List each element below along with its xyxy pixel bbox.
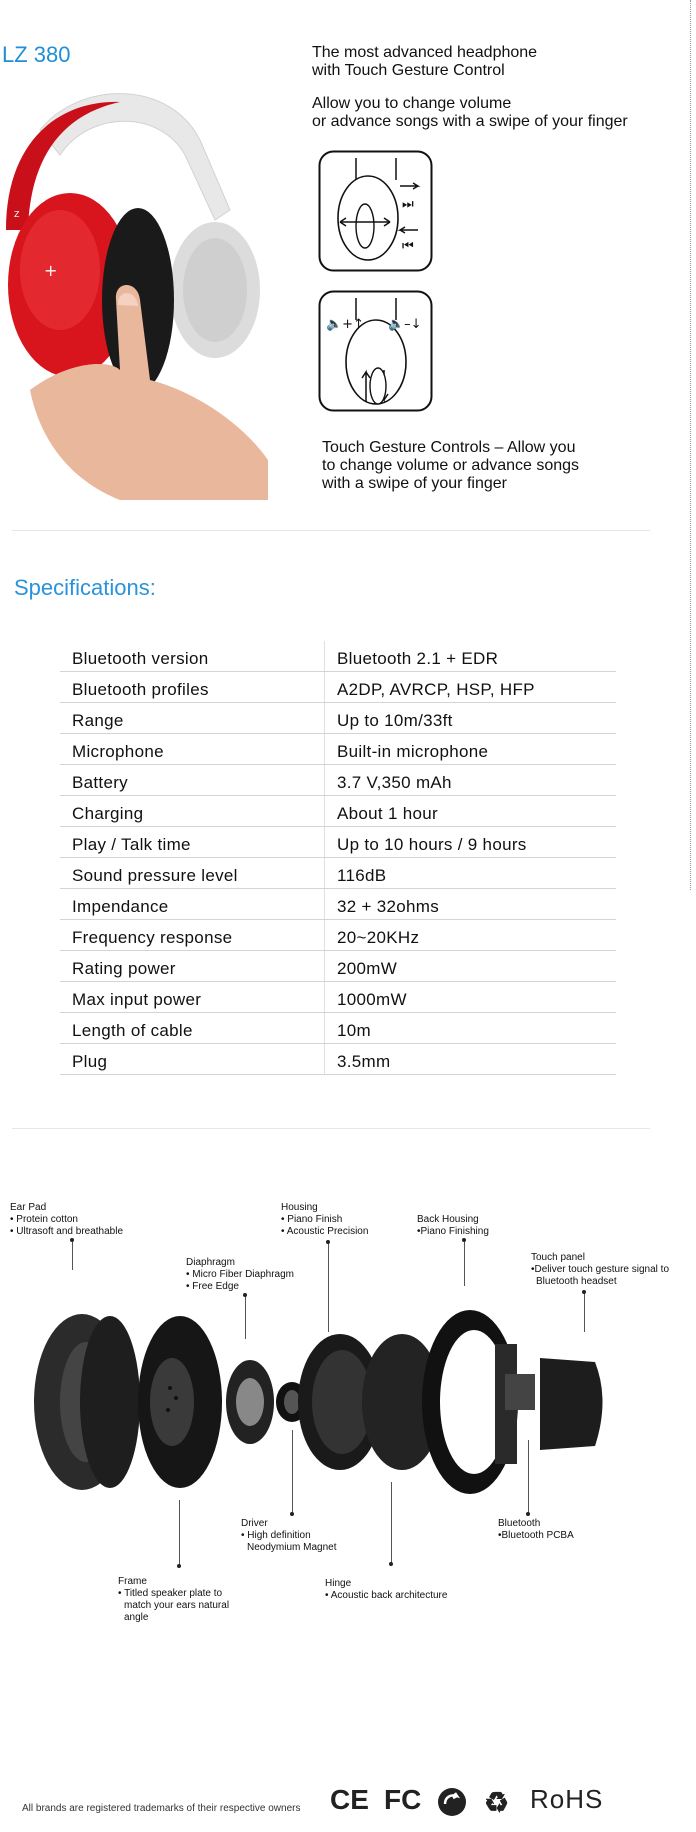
gesture-volume-diagram — [318, 290, 433, 412]
spec-row — [60, 703, 616, 734]
spec-label: Length of cable — [60, 1013, 325, 1044]
fcc-mark-icon: FC — [384, 1784, 422, 1815]
spec-row — [60, 734, 616, 765]
svg-text:Z: Z — [14, 210, 20, 219]
spec-row — [60, 920, 616, 951]
spec-label: Bluetooth version — [60, 641, 325, 672]
callout-diaphragm: Diaphragm • Micro Fiber Diaphragm • Free Edge — [186, 1257, 294, 1292]
spec-value: 32 + 32ohms — [325, 889, 617, 920]
spec-row — [60, 1044, 616, 1075]
spec-label: Play / Talk time — [60, 827, 325, 858]
exploded-headphone-diagram — [20, 1270, 640, 1510]
spec-value: 116dB — [325, 858, 617, 889]
leader-line — [328, 1242, 329, 1332]
spec-row — [60, 951, 616, 982]
leader-dot — [582, 1290, 586, 1294]
rohs-mark-icon: RoHS — [530, 1784, 604, 1814]
gesture-caption: Touch Gesture Controls – Allow you to change volume or advance songs with a swipe of your finger — [322, 439, 580, 492]
leader-dot — [389, 1562, 393, 1566]
previous-track-icon: ⏮ — [402, 239, 414, 254]
spec-label: Plug — [60, 1044, 325, 1075]
specifications-table — [60, 641, 616, 1075]
spec-row — [60, 858, 616, 889]
leader-line — [464, 1240, 465, 1286]
recycle-circle-icon — [436, 1786, 468, 1818]
divider — [12, 1128, 650, 1129]
callout-touch-panel: Touch panel •Deliver touch gesture signal to Bluetooth headset — [531, 1252, 670, 1287]
svg-text:+: + — [44, 261, 58, 280]
callout-driver: Driver • High definition Neodymium Magnet — [241, 1518, 337, 1553]
callout-back-housing: Back Housing •Piano Finishing — [417, 1214, 489, 1237]
subheadline: Allow you to change volume or advance songs with a swipe of your finger — [312, 95, 628, 130]
leader-line — [584, 1292, 585, 1332]
callout-frame: Frame • Titled speaker plate to match your ears natural angle — [118, 1576, 230, 1623]
leader-dot — [526, 1512, 530, 1516]
callout-bluetooth: Bluetooth •Bluetooth PCBA — [498, 1518, 574, 1541]
spec-value: About 1 hour — [325, 796, 617, 827]
leader-dot — [462, 1238, 466, 1242]
spec-value: 10m — [325, 1013, 617, 1044]
spec-row — [60, 1013, 616, 1044]
callout-housing: Housing • Piano Finish • Acoustic Precision — [281, 1202, 369, 1237]
spec-row — [60, 889, 616, 920]
next-track-icon: ⏭ — [402, 197, 414, 212]
spec-row — [60, 672, 616, 703]
volume-down-icon: 🔈–↓ — [388, 317, 422, 332]
leader-line — [245, 1295, 246, 1339]
spec-value: Up to 10m/33ft — [325, 703, 617, 734]
spec-row — [60, 796, 616, 827]
leader-line — [391, 1482, 392, 1564]
spec-label: Rating power — [60, 951, 325, 982]
spec-value: Up to 10 hours / 9 hours — [325, 827, 617, 858]
spec-label: Impendance — [60, 889, 325, 920]
spec-row — [60, 641, 616, 672]
divider — [12, 530, 650, 531]
spec-label: Microphone — [60, 734, 325, 765]
leader-line — [72, 1240, 73, 1270]
spec-row — [60, 982, 616, 1013]
gesture-track-diagram — [318, 150, 433, 272]
spec-value: 20~20KHz — [325, 920, 617, 951]
spec-label: Frequency response — [60, 920, 325, 951]
leader-dot — [326, 1240, 330, 1244]
volume-up-icon: 🔈+↑ — [326, 317, 364, 332]
spec-label: Max input power — [60, 982, 325, 1013]
leader-dot — [177, 1564, 181, 1568]
spec-value: 1000mW — [325, 982, 617, 1013]
leader-dot — [290, 1512, 294, 1516]
spec-label: Range — [60, 703, 325, 734]
leader-line — [292, 1430, 293, 1514]
spec-label: Bluetooth profiles — [60, 672, 325, 703]
page-edge-dotted-line — [690, 0, 691, 890]
spec-row — [60, 765, 616, 796]
spec-value: Built-in microphone — [325, 734, 617, 765]
headline: The most advanced headphone with Touch Gesture Control — [312, 44, 538, 79]
spec-value: 200mW — [325, 951, 617, 982]
spec-label: Battery — [60, 765, 325, 796]
spec-label: Sound pressure level — [60, 858, 325, 889]
product-model-title: LZ 380 — [2, 42, 71, 67]
spec-value: 3.7 V,350 mAh — [325, 765, 617, 796]
headphone-hand-illustration — [0, 60, 300, 500]
spec-value: A2DP, AVRCP, HSP, HFP — [325, 672, 617, 703]
specifications-title: Specifications: — [14, 575, 156, 600]
leader-dot — [70, 1238, 74, 1242]
ce-mark-icon: CE — [330, 1784, 369, 1815]
leader-dot — [243, 1293, 247, 1297]
callout-ear-pad: Ear Pad • Protein cotton • Ultrasoft and breathable — [10, 1202, 124, 1237]
leader-line — [528, 1440, 529, 1514]
spec-label: Charging — [60, 796, 325, 827]
spec-value: Bluetooth 2.1 + EDR — [325, 641, 617, 672]
callout-hinge: Hinge • Acoustic back architecture — [325, 1578, 448, 1601]
recycle-icon: ♻ — [484, 1787, 510, 1818]
trademark-notice: All brands are registered trademarks of their respective owners — [22, 1803, 301, 1814]
spec-row — [60, 827, 616, 858]
spec-value: 3.5mm — [325, 1044, 617, 1075]
leader-line — [179, 1500, 180, 1566]
